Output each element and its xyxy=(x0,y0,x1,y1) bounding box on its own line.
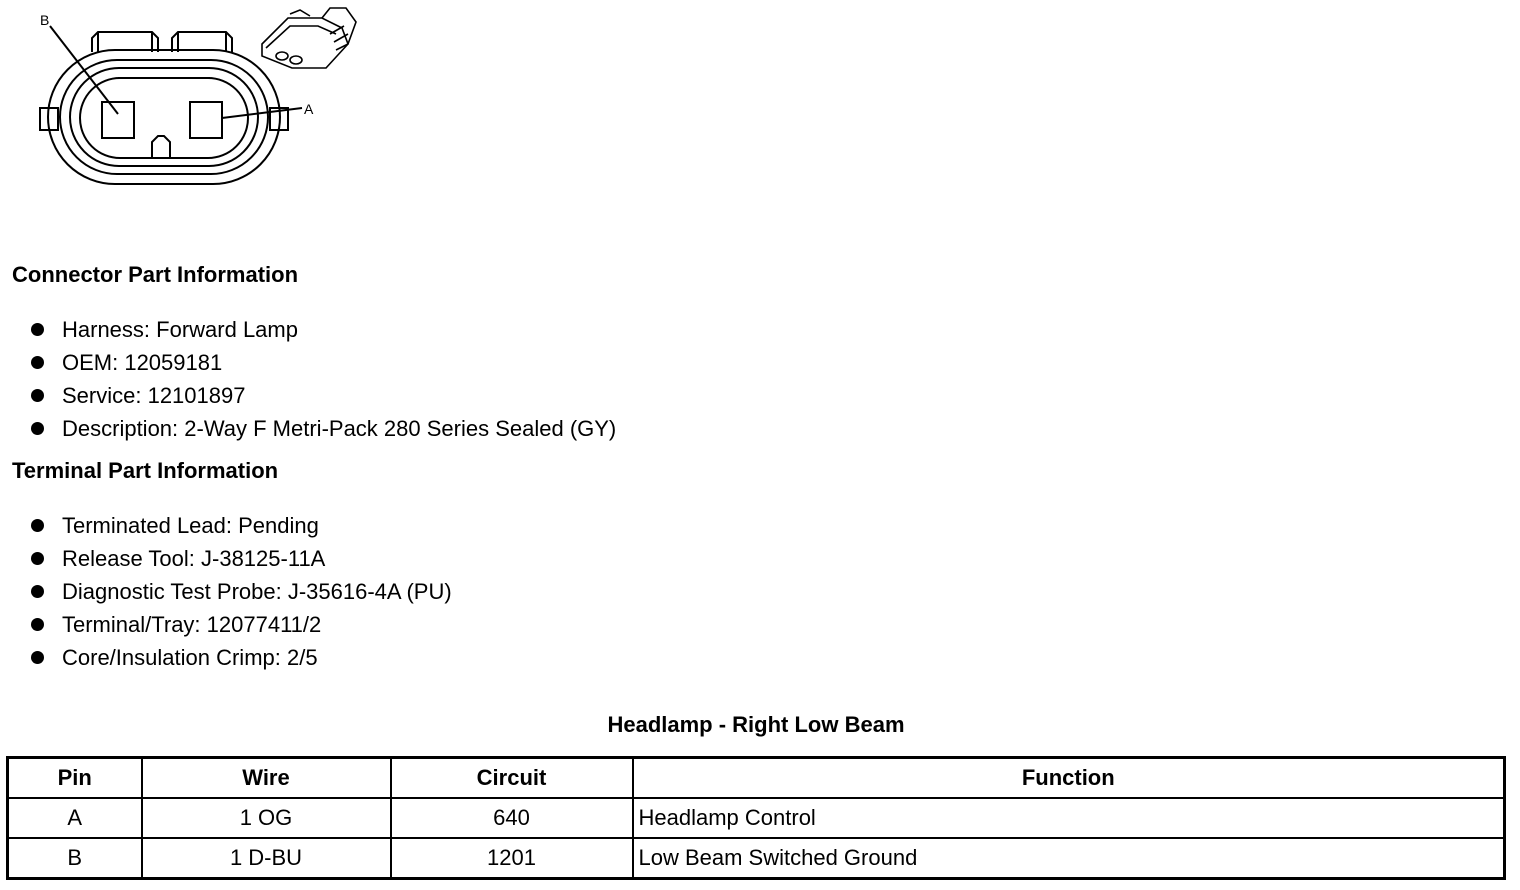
list-item-text: Diagnostic Test Probe: J-35616-4A (PU) xyxy=(62,578,452,604)
bullet-icon xyxy=(31,323,44,336)
terminal-part-list xyxy=(30,509,452,674)
bullet-icon xyxy=(31,552,44,565)
column-header-circuit: Circuit xyxy=(391,758,633,799)
cavity-a xyxy=(190,102,222,138)
connector-part-heading: Connector Part Information xyxy=(12,262,299,287)
pin-label-b: B xyxy=(40,12,50,28)
isometric-connector-view xyxy=(262,8,356,68)
list-item xyxy=(30,346,616,379)
column-header-function: Function xyxy=(633,758,1505,799)
list-item xyxy=(30,313,616,346)
bullet-icon xyxy=(31,618,44,631)
table-title: Headlamp - Right Low Beam xyxy=(607,712,905,737)
list-item xyxy=(30,641,452,674)
bullet-icon xyxy=(31,651,44,664)
list-item xyxy=(30,575,452,608)
cell-circuit: 640 xyxy=(391,798,633,838)
cell-function: Headlamp Control xyxy=(633,798,1505,838)
cell-function: Low Beam Switched Ground xyxy=(633,838,1505,879)
pin-label-a: A xyxy=(304,101,314,117)
bullet-icon xyxy=(31,422,44,435)
list-item xyxy=(30,542,452,575)
terminal-part-heading: Terminal Part Information xyxy=(12,458,279,483)
list-item-text: Terminal/Tray: 12077411/2 xyxy=(62,611,322,637)
bullet-icon xyxy=(31,585,44,598)
cavity-b xyxy=(102,102,134,138)
table-row xyxy=(8,838,1505,879)
list-item-text: Core/Insulation Crimp: 2/5 xyxy=(62,644,318,670)
connector-part-list xyxy=(30,313,616,445)
column-header-pin: Pin xyxy=(8,758,142,799)
column-header-wire: Wire xyxy=(142,758,391,799)
cell-wire: 1 OG xyxy=(142,798,391,838)
list-item-text: Terminated Lead: Pending xyxy=(62,512,319,538)
cell-pin: B xyxy=(8,838,142,879)
list-item xyxy=(30,379,616,412)
table-header-row xyxy=(8,758,1505,799)
cell-circuit: 1201 xyxy=(391,838,633,879)
list-item xyxy=(30,509,452,542)
bullet-icon xyxy=(31,389,44,402)
table-row xyxy=(8,798,1505,838)
list-item-text: Harness: Forward Lamp xyxy=(62,316,298,342)
list-item-text: Description: 2-Way F Metri-Pack 280 Series Sealed (GY) xyxy=(62,415,617,441)
connector-face-diagram xyxy=(30,4,370,194)
list-item xyxy=(30,412,616,445)
list-item-text: OEM: 12059181 xyxy=(62,349,223,375)
list-item xyxy=(30,608,452,641)
cell-wire: 1 D-BU xyxy=(142,838,391,879)
bullet-icon xyxy=(31,519,44,532)
center-key xyxy=(152,136,170,158)
list-item-text: Service: 12101897 xyxy=(62,382,246,408)
pinout-table xyxy=(6,756,1506,880)
list-item-text: Release Tool: J-38125-11A xyxy=(62,545,326,571)
bullet-icon xyxy=(31,356,44,369)
cell-pin: A xyxy=(8,798,142,838)
